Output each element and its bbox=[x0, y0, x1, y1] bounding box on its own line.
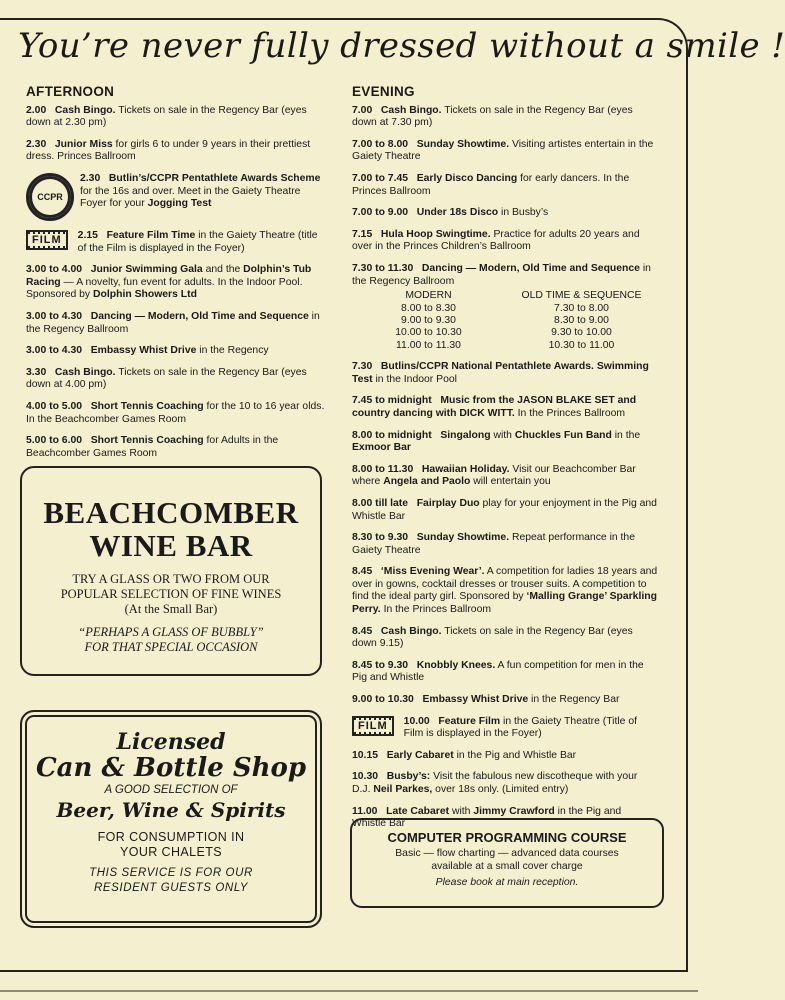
event-item: 3.00 to 4.30 Dancing — Modern, Old Time and Sequence in the Regency Ballroom bbox=[26, 310, 320, 335]
computer-course-box bbox=[350, 818, 664, 908]
event-item: 8.00 to midnight Singalong with Chuckles Fun Band in the Exmoor Bar bbox=[352, 429, 641, 454]
beachcomber-quote: “PERHAPS A GLASS OF BUBBLY” FOR THAT SPECIAL OCCASION bbox=[78, 625, 264, 654]
course-description: Basic — flow charting — advanced data courses available at a small cover charge bbox=[395, 848, 619, 872]
event-item: 11.00 Late Cabaret with Jimmy Crawford in the Pig and Whistle Bar bbox=[352, 805, 622, 830]
table-cell: 10.30 to 11.00 bbox=[548, 339, 615, 351]
page-headline: You’re never fully dressed without a smile ! bbox=[18, 26, 785, 66]
event-item: 8.00 to 11.30 Hawaiian Holiday. Visit our Beachcomber Bar where Angela and Paolo will entertain you bbox=[352, 463, 636, 488]
dance-times-table bbox=[352, 290, 658, 352]
event-item: 9.00 to 10.30 Embassy Whist Drive in the Regency Bar bbox=[352, 694, 620, 706]
bottle-shop-ad bbox=[20, 710, 322, 928]
table-cell: 11.00 to 11.30 bbox=[396, 339, 461, 351]
evening-title: EVENING bbox=[352, 84, 415, 99]
event-item: 7.45 to midnight Music from the JASON BLAKE SET and country dancing with DICK WITT. In the Princes Ballroom bbox=[352, 395, 637, 419]
shop-subtitle: A GOOD SELECTION OF bbox=[104, 784, 238, 796]
event-item: 4.00 to 5.00 Short Tennis Coaching for the 10 to 16 year olds. In the Beachcomber Games Room bbox=[26, 400, 325, 425]
event-item: 7.00 to 9.00 Under 18s Disco in Busby’s bbox=[352, 207, 549, 219]
afternoon-column bbox=[26, 86, 326, 469]
event-item: 7.30 to 11.30 Dancing — Modern, Old Time and Sequence in the Regency Ballroom bbox=[352, 262, 651, 287]
shop-title: Can & Bottle Shop bbox=[35, 753, 307, 783]
film-icon: FILM bbox=[352, 716, 394, 736]
beachcomber-title: BEACHCOMBER WINE BAR bbox=[43, 495, 299, 563]
shop-notice: THIS SERVICE IS FOR OUR RESIDENT GUESTS ONLY bbox=[89, 867, 253, 894]
ccpr-badge-icon: CCPR bbox=[26, 173, 74, 221]
shop-consumption: FOR CONSUMPTION IN YOUR CHALETS bbox=[97, 830, 245, 859]
event-item: 3.00 to 4.00 Junior Swimming Gala and the Dolphin’s Tub Racing — A novelty, fun event for adults. In the Indoor Pool. Sponsored by Dolphin Showers Ltd bbox=[26, 264, 312, 301]
event-item: 2.00 Cash Bingo. Tickets on sale in the Regency Bar (eyes down at 2.30 pm) bbox=[26, 104, 307, 129]
beachcomber-text: TRY A GLASS OR TWO FROM OUR POPULAR SELECTION OF FINE WINES (At the Small Bar) bbox=[60, 572, 282, 616]
event-item: 8.45 ‘Miss Evening Wear’. A competition for ladies 18 years and over in gowns, cocktail dresses or trouser suits. A competition to find the ideal party girl. Sponsored by ‘Malling Grange’ Sparkling Perry. In the Princes Ballroom bbox=[352, 566, 658, 616]
table-cell: 8.00 to 8.30 bbox=[401, 302, 456, 314]
event-item: FILM 10.00 Feature Film in the Gaiety Theatre (Title of Film is displayed in the Foyer) bbox=[352, 716, 658, 741]
afternoon-title: AFTERNOON bbox=[26, 84, 115, 99]
table-header-old-time: OLD TIME & SEQUENCE bbox=[521, 290, 642, 302]
table-cell: 10.00 to 10.30 bbox=[395, 327, 462, 339]
event-item: 8.45 to 9.30 Knobbly Knees. A fun competition for men in the Pig and Whistle bbox=[352, 659, 644, 684]
event-item: 3.00 to 4.30 Embassy Whist Drive in the Regency bbox=[26, 345, 269, 357]
event-item: 7.00 to 8.00 Sunday Showtime. Visiting artistes entertain in the Gaiety Theatre bbox=[352, 138, 654, 163]
event-item: 7.00 to 7.45 Early Disco Dancing for early dancers. In the Princes Ballroom bbox=[352, 172, 630, 197]
event-item: 2.30 Junior Miss for girls 6 to under 9 years in their prettiest dress. Princes Ballroom bbox=[26, 138, 311, 163]
event-item: CCPR 2.30 Butlin’s/CCPR Pentathlete Awards Scheme for the 16s and over. Meet in the Gaiety Theatre Foyer for your Jogging Test bbox=[26, 173, 326, 221]
table-cell: 7.30 to 8.00 bbox=[554, 302, 609, 314]
event-item: FILM 2.15 Feature Film Time in the Gaiety Theatre (title of the Film is displayed in the Foyer) bbox=[26, 230, 326, 255]
table-cell: 8.30 to 9.00 bbox=[554, 314, 609, 326]
event-item: 10.30 Busby’s: Visit the fabulous new discotheque with your D.J. Neil Parkes, over 18s only. (Limited entry) bbox=[352, 771, 638, 795]
bottom-rule bbox=[0, 990, 698, 992]
table-cell: 9.30 to 10.00 bbox=[551, 327, 612, 339]
event-item: 10.15 Early Cabaret in the Pig and Whistle Bar bbox=[352, 749, 577, 761]
event-item: 7.00 Cash Bingo. Tickets on sale in the Regency Bar (eyes down at 7.30 pm) bbox=[352, 104, 633, 129]
shop-licensed: Licensed bbox=[116, 729, 226, 755]
event-item: 8.00 till late Fairplay Duo play for your enjoyment in the Pig and Whistle Bar bbox=[352, 497, 657, 522]
event-item: 5.00 to 6.00 Short Tennis Coaching for Adults in the Beachcomber Games Room bbox=[26, 435, 279, 459]
evening-column bbox=[352, 86, 658, 840]
film-icon: FILM bbox=[26, 230, 68, 250]
beachcomber-ad bbox=[20, 466, 322, 676]
event-item: 7.15 Hula Hoop Swingtime. Practice for adults 20 years and over in the Princes Children’s Ballroom bbox=[352, 228, 640, 253]
shop-products: Beer, Wine & Spirits bbox=[56, 798, 286, 822]
table-cell: 9.00 to 9.30 bbox=[401, 314, 456, 326]
event-item: 8.30 to 9.30 Sunday Showtime. Repeat performance in the Gaiety Theatre bbox=[352, 532, 635, 556]
table-header-modern: MODERN bbox=[405, 290, 452, 302]
event-item: 7.30 Butlins/CCPR National Pentathlete Awards. Swimming Test in the Indoor Pool bbox=[352, 361, 649, 385]
course-booking-note: Please book at main reception. bbox=[435, 877, 579, 889]
course-title: COMPUTER PROGRAMMING COURSE bbox=[387, 830, 627, 845]
event-item: 3.30 Cash Bingo. Tickets on sale in the Regency Bar (eyes down at 4.00 pm) bbox=[26, 366, 307, 391]
event-item: 8.45 Cash Bingo. Tickets on sale in the Regency Bar (eyes down 9.15) bbox=[352, 625, 633, 650]
